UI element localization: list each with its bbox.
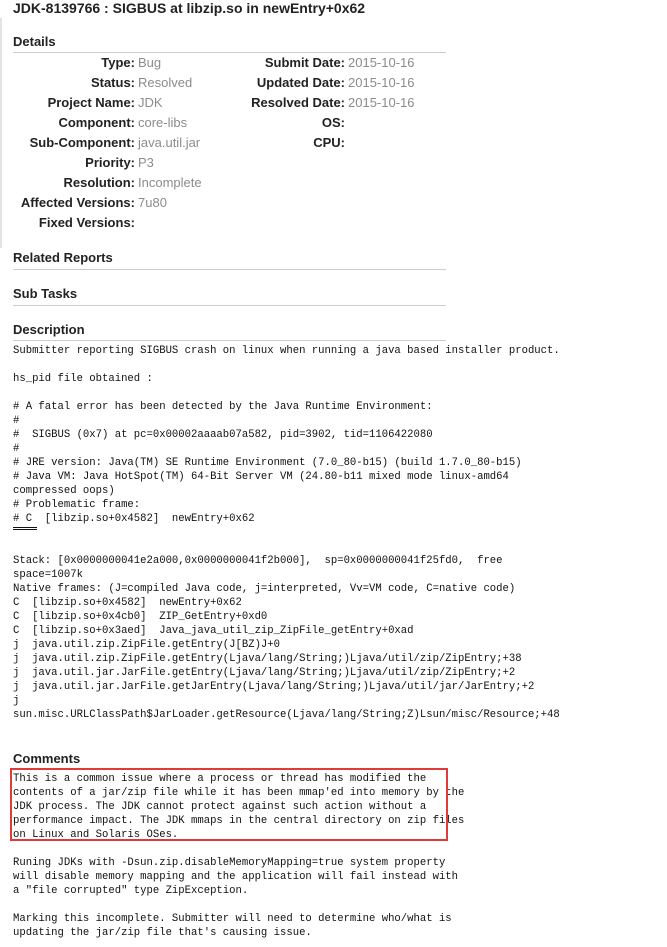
field-value-affected-versions: 7u80 <box>138 195 167 210</box>
issue-title: JDK-8139766 : SIGBUS at libzip.so in newEntry+0x62 <box>13 0 366 16</box>
highlight-box <box>10 768 448 841</box>
comment-incomplete: Marking this incomplete. Submitter will need to determine who/what is updating the jar/zip file that's causing issue. <box>13 913 452 939</box>
field-label-resolution: Resolution: <box>63 175 135 190</box>
field-value-status: Resolved <box>138 75 193 90</box>
field-value-project: JDK <box>138 95 163 110</box>
field-value-priority: P3 <box>138 155 154 170</box>
field-label-subcomponent: Sub-Component: <box>29 135 135 150</box>
field-label-priority: Priority: <box>85 155 135 170</box>
description-crash-log: # A fatal error has been detected by the Java Runtime Environment: # # SIGBUS (0x7) at pc=0x00002aaaab07a582, pid=3902, tid=1106422080 # # JRE version: Java(TM) SE Runtime Environment (7.0_80-b15) (build 1.7.0_80-b15) # Java VM: Java HotSpot(TM) 64-Bit Server VM (24.80-b11 mixed mode linux-amd64 compressed oops) # Problematic frame: # C [libzip.so+0x4582] newEntry+0x62 <box>13 401 522 525</box>
description-heading: Description <box>13 322 85 337</box>
description-hs-pid: hs_pid file obtained : <box>13 373 153 385</box>
field-label-os: OS: <box>321 115 345 130</box>
field-value-component: core-libs <box>138 115 188 130</box>
field-value-type: Bug <box>138 55 162 70</box>
comment-highlighted: This is a common issue where a process or thread has modified the contents of a jar/zip file while it has been mmap'ed into memory by the JDK process. The JDK cannot protect against such action without a performance impact. The JDK mmaps in the central directory on zip files on Linux and Solaris OSes. <box>13 773 465 841</box>
description-stack-trace: Stack: [0x0000000041e2a000,0x0000000041f2b000], sp=0x0000000041f25fd0, free space=1007k Native frames: (J=compiled Java code, j=interpreted, Vv=VM code, C=native code) C [libzip.so+0x4582] newEntry+0x62 C [libzip.so+0x4cb0] ZIP_GetEntry+0xd0 C [libzip.so+0x3aed] Java_java_util_zip_ZipFile_getEntry+0xad j java.util.zip.ZipFile.getEntry(J[BZ)J+0 j java.util.zip.ZipFile.getEntry(Ljava/lang/String;)Ljava/util/zip/ZipEntry;+38 j java.util.jar.JarFile.getEntry(Ljava/lang/String;)Ljava/util/zip/ZipEntry;+2 j java.util.jar.JarFile.getJarEntry(Ljava/lang/String;)Ljava/util/jar/JarEntry;+2 j sun.misc.URLClassPath$JarLoader.getResource(Ljava/lang/String;Z)Lsun/misc/Resource;+48 <box>13 555 560 721</box>
field-value-resolved-date: 2015-10-16 <box>348 95 415 110</box>
related-reports-rule <box>13 269 446 270</box>
log-separator <box>13 527 37 530</box>
field-value-updated-date: 2015-10-16 <box>348 75 415 90</box>
details-heading: Details <box>13 34 56 49</box>
field-label-cpu: CPU: <box>313 135 345 150</box>
field-value-resolution: Incomplete <box>138 175 202 190</box>
left-border <box>0 18 2 248</box>
field-label-type: Type: <box>101 55 135 70</box>
field-value-submit-date: 2015-10-16 <box>348 55 415 70</box>
sub-tasks-heading: Sub Tasks <box>13 286 78 301</box>
field-label-affected-versions: Affected Versions: <box>20 195 135 210</box>
comment-memory-mapping: Runing JDKs with -Dsun.zip.disableMemoryMapping=true system property will disable memory mapping and the application will fail instead with a "file corrupted" type ZipException. <box>13 857 459 897</box>
field-label-submit-date: Submit Date: <box>264 55 345 70</box>
description-rule <box>13 340 446 341</box>
field-label-project: Project Name: <box>47 95 135 110</box>
description-intro: Submitter reporting SIGBUS crash on linux when running a java based installer product. <box>13 345 560 357</box>
field-label-component: Component: <box>58 115 135 130</box>
comments-heading: Comments <box>13 751 81 766</box>
details-rule <box>13 52 446 53</box>
field-label-resolved-date: Resolved Date: <box>251 95 345 110</box>
sub-tasks-rule <box>13 305 446 306</box>
field-label-updated-date: Updated Date: <box>256 75 345 90</box>
field-value-subcomponent: java.util.jar <box>138 135 201 150</box>
related-reports-heading: Related Reports <box>13 250 113 265</box>
field-label-fixed-versions: Fixed Versions: <box>38 215 135 230</box>
field-label-status: Status: <box>90 75 135 90</box>
